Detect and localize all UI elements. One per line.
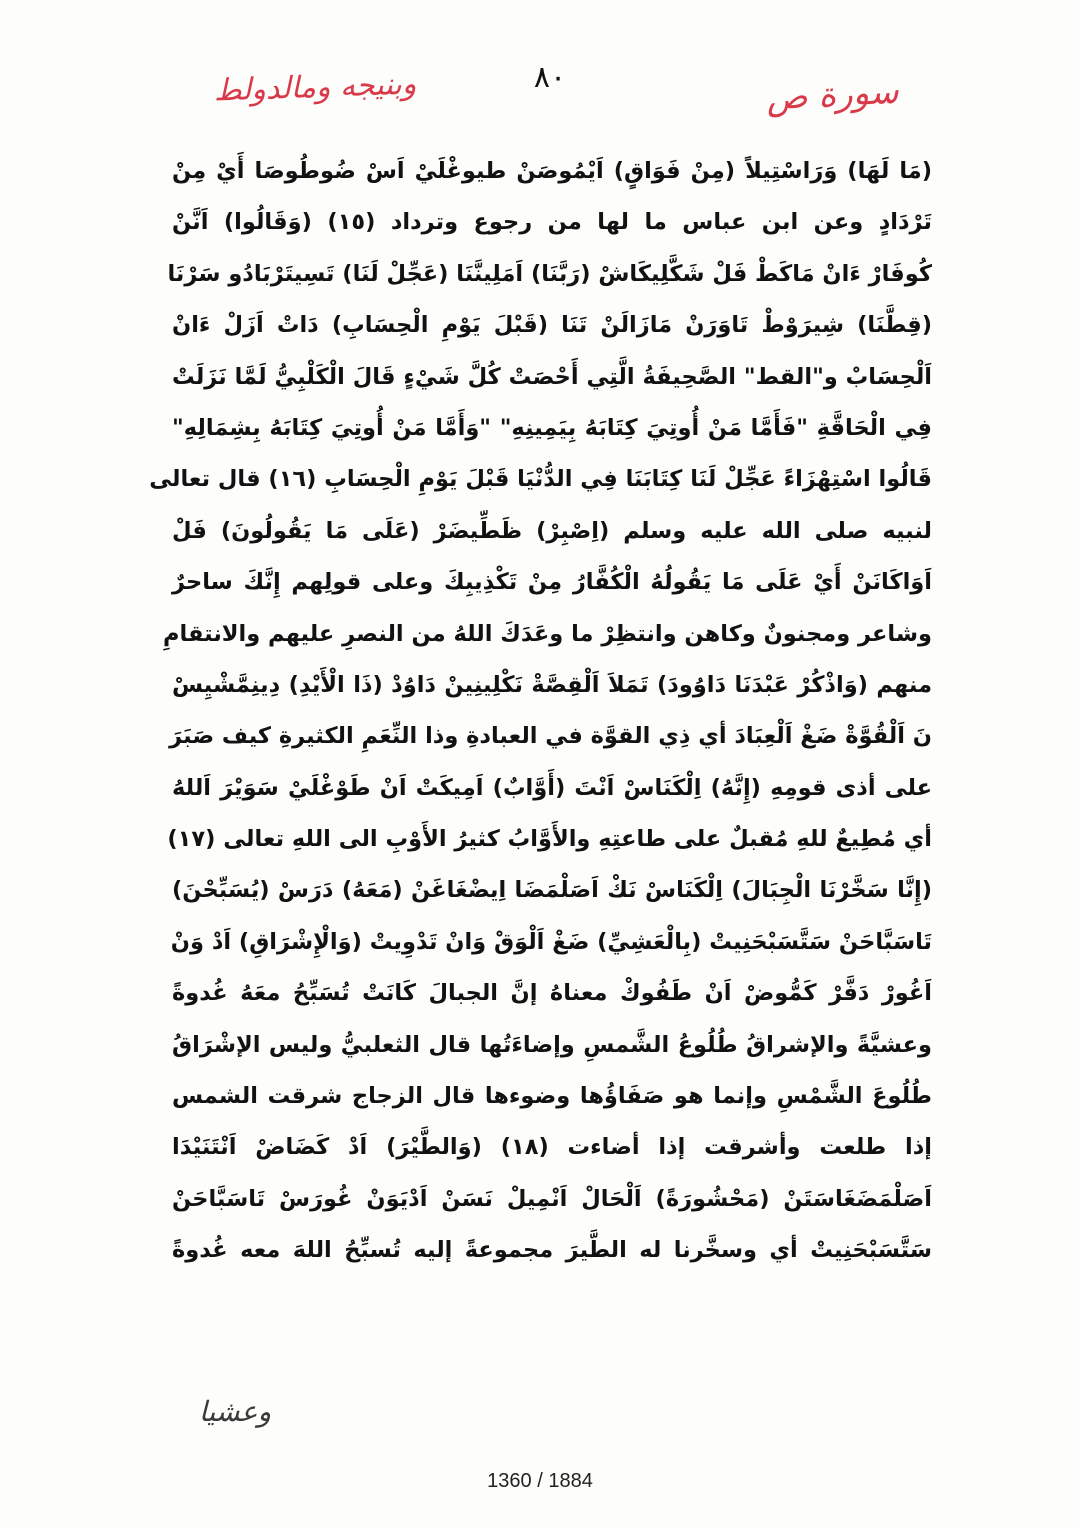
- body-text: [149, 146, 932, 1277]
- text-line: أي مُطِيعٌ للهِ مُقبلٌ على طاعتِهِ والأَوَّابُ كثيرُ الأَوْبِ الى اللهِ تعالى (١٧): [167, 826, 932, 853]
- text-line: تَاسَبَّاحَنْ سَتَّسَبْحَنِيتْ (بِالْعَشِيِّ) ضَغْ اَلْوَقْ وَانْ تَدْوِيتْ (وَالْإِشْرَاقِ) اَدْ وَنْ: [170, 928, 932, 955]
- text-line: على أذى قومِهِ (إِنَّهُ) اِلْكَنَاسْ اَنْتَ (أَوَّابٌ) اَمِيكَتْ اَنْ طَوْغْلَيْ سَوَيْرَ اَللهُ: [172, 774, 932, 801]
- text-line: اَصَلْمَضَغَاسَتَنْ (مَحْشُورَةً) اَلْحَالْ اَنْمِيلْ نَسَنْ اَدْيَوَنْ غُورَسْ تَاسَبَّاحَنْ: [172, 1185, 932, 1212]
- text-line: (إِنَّا سَخَّرْنَا الْجِبَالَ) اِلْكَنَاسْ نَكْ اَصَلْمَضَا اِيضْغَاغَنْ (مَعَهُ) دَرَسْ (يُسَبِّحْنَ): [172, 877, 932, 904]
- text-line: فِي الْحَاقَّةِ "فَأَمَّا مَنْ أُوتِيَ كِتَابَهُ بِيَمِينِهِ" "وَأَمَّا مَنْ أُوتِيَ كِتَابَهُ بِشِمَالِهِ": [172, 414, 932, 441]
- text-line: اَغُورْ دَفَّرْ كَمُّوضْ اَنْ طَفُوكْ معناهُ إنَّ الجبالَ كَانَتْ تُسَبِّحُ معَهُ غُدوةً: [172, 980, 932, 1007]
- text-line: وعشيَّةً والإشراقُ طُلُوعُ الشَّمسِ وإضاءَتُها قال الثعلبيُّ وليس الإشْرَاقُ: [172, 1031, 932, 1058]
- text-line: قَالُوا اسْتِهْزَاءً عَجِّلْ لَنَا كِتَابَنَا فِي الدُّنْيَا قَبْلَ يَوْمِ الْحِسَابِ (١٦) قال تعالى: [149, 466, 932, 493]
- text-line: كُوفَارْ ءَانْ مَاكَطْ فَلْ شَكَّلِيكَاشْ (رَبَّنَا) اَمَلِينَّنَا (عَجِّلْ لَنَا) تَسِيتَرْبَادُو سَرْنَا: [167, 260, 932, 287]
- text-line: نَ اَلْقُوَّةْ ضَغْ اَلْعِبَادَ أي ذِي القوَّة في العبادةِ وذا النِّعَمِ الكثيرةِ كيف صَبَرَ: [169, 723, 932, 750]
- text-line: اَوَاكَانَنْ أَيْ عَلَى مَا يَقُولُهُ الْكُفَّارُ مِنْ تَكْذِيبِكَ وعلى قولِهم إِنَّكَ ساحرٌ: [172, 569, 932, 596]
- handwritten-surah-title: سورة ص: [765, 71, 900, 119]
- handwritten-note-left: وبنيجه ومالدولط: [213, 66, 417, 109]
- page-number: ٨٠: [533, 60, 567, 95]
- text-line: اَلْحِسَابْ و"القط" الصَّحِيفَةُ الَّتِي أَحْصَتْ كُلَّ شَيْءٍ قَالَ الْكَلْبِيُّ لَمَّا نَزَلَتْ: [172, 363, 932, 390]
- pagination-indicator: 1360 / 1884: [487, 1470, 593, 1492]
- text-line: إذا طلعت وأشرقت إذا أضاءت (١٨) (وَالطَّيْرَ) اَدْ كَضَاضْ اَنْتَنَيْدَا: [172, 1134, 932, 1161]
- text-line: وشاعر ومجنونٌ وكاهن وانتظِرْ ما وعَدَكَ اللهُ من النصرِ عليهم والانتقامِ: [163, 620, 932, 647]
- text-line: تَرْدَادٍ وعن ابن عباس ما لها من رجوع وترداد (١٥) (وَقَالُوا) اَنَّنْ: [172, 209, 932, 236]
- text-line: (مَا لَهَا) وَرَاسْتِيلاً (مِنْ فَوَاقٍ) اَيْمُوصَنْ طيوغْلَيْ اَسْ ضُوطُوصَا أَيْ مِنْ: [172, 158, 932, 184]
- text-line: (قِطَّنَا) شِيرَوْطْ تَاوَرَنْ مَازَالَنْ تَنَا (قَبْلَ يَوْمِ الْحِسَابِ) دَاتْ اَزَلْ ءَانْ: [172, 312, 932, 339]
- text-line: سَتَّسَبْحَنِيتْ أي وسخَّرنا له الطَّيرَ مجموعةً إليه تُسبِّحُ اللهَ معه غُدوةً: [172, 1237, 932, 1264]
- catchword: وعشيا: [198, 1395, 272, 1428]
- text-line: لنبيه صلى الله عليه وسلم (اِصْبِرْ) ظَطِّيضَرْ (عَلَى مَا يَقُولُونَ) فَلْ: [172, 517, 932, 544]
- text-line: طُلُوعَ الشَّمْسِ وإنما هو صَفَاؤُها وضوءها قال الزجاج شرقت الشمس: [172, 1083, 932, 1110]
- text-line: منهم (وَاذْكُرْ عَبْدَنَا دَاوُودَ) تَمَلاَ اَلْقِصَّةْ نَكْلِينِينْ دَاوُدْ (ذَا الْأَيْدِ) دِينِمَّشْيِسْ: [172, 671, 932, 698]
